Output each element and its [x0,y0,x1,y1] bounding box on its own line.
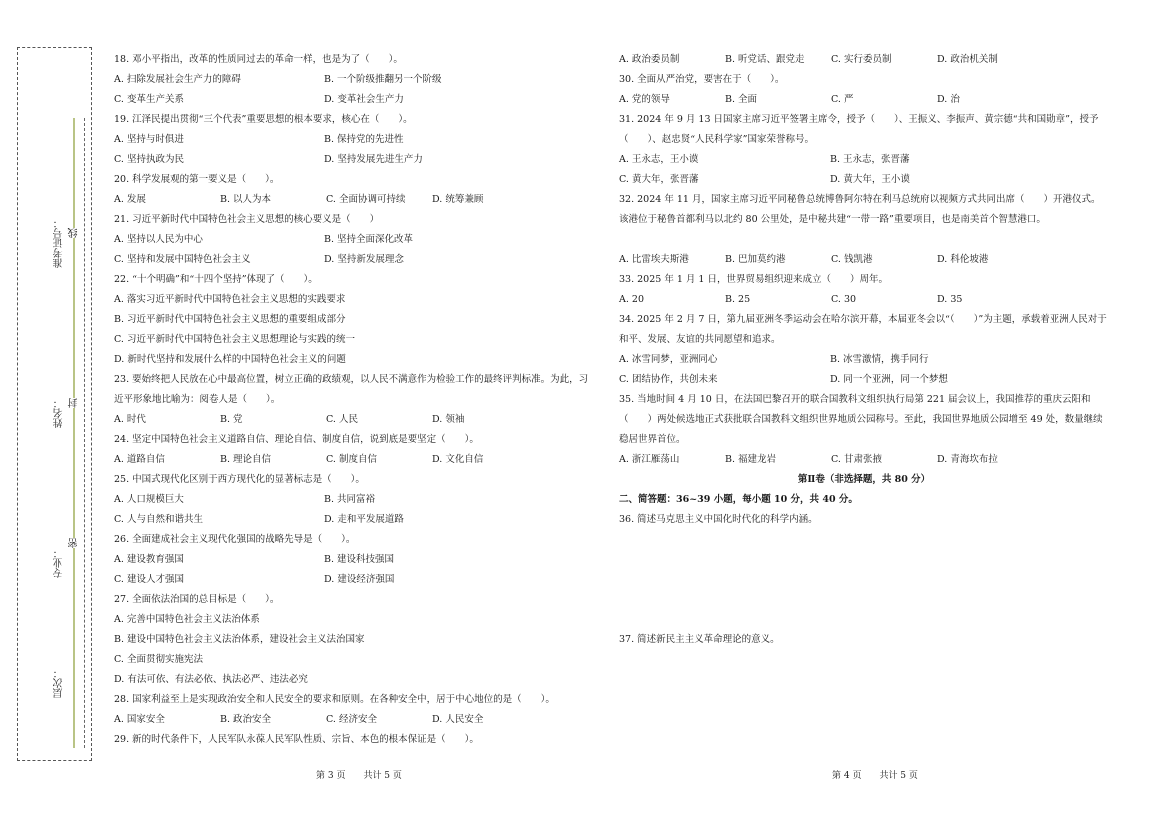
question-text: 31. 2024 年 9 月 13 日国家主席习近平签署主席令，授予（ ）、王振义、李振声、黄宗德“共和国勋章”，授予（ ）、赵忠贤“人民科学家”国家荣誉称号。 [619,114,1099,145]
option-b: D. 变革社会生产力 [324,94,404,105]
question-text: 37. 简述新民主主义革命理论的意义。 [619,634,780,645]
option-b: B. 理论自信 [220,454,272,465]
major-label: 专业： [54,548,65,578]
option-a: A. 政治委员制 [619,54,680,65]
option-a: A. 冰雪同梦，亚洲同心 [619,354,718,365]
option-row [114,230,594,250]
question-text: D. 新时代坚持和发展什么样的中国特色社会主义的问题 [114,354,346,365]
section-heading: 二、简答题：36~39 小题，每小题 10 分，共 40 分。 [619,494,858,505]
option-c: C. 30 [831,294,857,305]
option-a: A. 坚持与时俱进 [114,134,184,145]
question-text: D. 有法可依、有法必依、执法必严、违法必究 [114,674,308,685]
question-text: 30. 全面从严治党，要害在于（ ）。 [619,74,785,85]
question-text: B. 建设中国特色社会主义法治体系，建设社会主义法治国家 [114,634,365,645]
option-d: D. 统筹兼顾 [432,194,484,205]
option-a: A. 浙江雁荡山 [619,454,680,465]
option-row [114,150,594,170]
option-b: D. 坚持新发展理念 [324,254,404,265]
option-d: D. 领袖 [432,414,465,425]
option-d: D. 政治机关制 [937,54,998,65]
option-c: C. 实行委员制 [831,54,892,65]
option-b: B. 听党话、跟党走 [725,54,805,65]
option-row [114,450,594,470]
question-text: 19. 江泽民提出贯彻“三个代表”重要思想的根本要求，核心在（ ）。 [114,114,413,125]
option-row [114,710,594,730]
option-a: A. 人口规模巨大 [114,494,184,505]
option-a: A. 扫除发展社会生产力的障碍 [114,74,241,85]
question-text: 22. “十个明确”和“十四个坚持”体现了（ ）。 [114,274,318,285]
option-row [114,90,594,110]
question-text: 20. 科学发展观的第一要义是（ ）。 [114,174,280,185]
option-c: C. 制度自信 [326,454,377,465]
question-text: 18. 邓小平指出，改革的性质同过去的革命一样，也是为了（ ）。 [114,54,403,65]
question-text: 34. 2025 年 2 月 7 日，第九届亚洲冬季运动会在哈尔滨开幕，本届亚冬会以“（ ）”为主题，承载着亚洲人民对于和平、发展、友谊的共同愿望和追求。 [619,314,1107,345]
option-c: C. 全面协调可持续 [326,194,406,205]
option-a: A. 建设教育强国 [114,554,184,565]
option-row [114,550,594,570]
question-text: 25. 中国式现代化区别于西方现代化的显著标志是（ ）。 [114,474,365,485]
option-b: B. 建设科技强国 [324,554,395,565]
seal-secret-char: 密 [69,538,80,548]
page-footer-left: 第 3 页 共计 5 页 [316,771,402,781]
option-row [619,150,1109,170]
question-text: 32. 2024 年 11 月，国家主席习近平同秘鲁总统博鲁阿尔特在利马总统府以视频方式共同出席（ ）开港仪式。该港位于秘鲁首都利马以北约 80 公里处，是中秘共建“一带一路”重要项目，也是南美首个智慧港口。 [619,194,1101,225]
name-label: 姓名： [54,398,65,428]
option-d: D. 文化自信 [432,454,484,465]
option-b: D. 建设经济强国 [324,574,395,585]
option-c: C. 严 [831,94,854,105]
question-text: 28. 国家利益至上是实现政治安全和人民安全的要求和原则。在各种安全中，居于中心地位的是（ ）。 [114,694,555,705]
option-row [114,70,594,90]
question-text: 26. 全面建成社会主义现代化强国的战略先导是（ ）。 [114,534,356,545]
option-b: B. 福建龙岩 [725,454,777,465]
page-footer-right: 第 4 页 共计 5 页 [832,771,918,781]
question-text: 35. 当地时间 4 月 10 日，在法国巴黎召开的联合国教科文组织执行局第 221 届会议上，我国推荐的重庆云阳和（ ）两处候选地正式获批联合国教科文组织世界地质公园称号。至此，我国世界地质公园增至 49 处，数量继续稳居世界首位。 [619,394,1103,445]
question-text: 21. 习近平新时代中国特色社会主义思想的核心要义是（ ） [114,214,380,225]
option-row [114,490,594,510]
option-b: B. 全面 [725,94,758,105]
option-b: B. 党 [220,414,243,425]
question-text: C. 习近平新时代中国特色社会主义思想理论与实践的统一 [114,334,355,345]
option-a: A. 坚持以人民为中心 [114,234,203,245]
exam-no-label: 准考证号： [54,218,65,268]
question-text: 23. 要始终把人民放在心中最高位置，树立正确的政绩观，以人民不满意作为检验工作的最终评判标准。为此，习近平形象地比喻为：阅卷人是（ ）。 [114,374,589,405]
option-c: C. 钱凯港 [831,254,873,265]
question-text: A. 完善中国特色社会主义法治体系 [114,614,260,625]
option-row [619,250,1109,270]
level-label: 层次： [54,668,65,698]
option-d: D. 科伦坡港 [937,254,989,265]
option-row [619,350,1109,370]
option-a: C. 坚持和发展中国特色社会主义 [114,254,251,265]
option-row [114,410,594,430]
option-a: A. 比雷埃夫斯港 [619,254,689,265]
option-row [114,130,594,150]
option-a: C. 建设人才强国 [114,574,184,585]
right-column [619,50,1109,650]
option-b: B. 王永志，张晋藩 [830,154,910,165]
option-row [114,190,594,210]
option-a: C. 坚持执政为民 [114,154,184,165]
option-a: A. 道路自信 [114,454,165,465]
binding-solid-line [73,118,75,748]
option-a: A. 国家安全 [114,714,165,725]
option-b: D. 同一个亚洲，同一个梦想 [830,374,948,385]
question-text: 33. 2025 年 1 月 1 日，世界贸易组织迎来成立（ ）周年。 [619,274,888,285]
option-b: D. 走和平发展道路 [324,514,404,525]
option-b: B. 冰雪激情，携手同行 [830,354,929,365]
option-row [619,50,1109,70]
option-a: C. 黄大年，张晋藩 [619,174,699,185]
option-b: B. 以人为本 [220,194,272,205]
option-b: B. 共同富裕 [324,494,376,505]
option-b: B. 一个阶级推翻另一个阶级 [324,74,442,85]
option-row [114,250,594,270]
option-d: D. 人民安全 [432,714,484,725]
question-text: C. 全面贯彻实施宪法 [114,654,203,665]
option-c: C. 经济安全 [326,714,377,725]
option-b: B. 25 [725,294,751,305]
binding-margin [17,47,92,761]
question-text: 36. 简述马克思主义中国化时代化的科学内涵。 [619,514,818,525]
option-d: D. 青海坎布拉 [937,454,998,465]
question-text: 29. 新的时代条件下，人民军队永葆人民军队性质、宗旨、本色的根本保证是（ ）。 [114,734,479,745]
section-title: 第Ⅱ卷（非选择题，共 80 分） [797,474,931,485]
question-text: A. 落实习近平新时代中国特色社会主义思想的实践要求 [114,294,346,305]
seal-seal-char: 封 [69,398,80,408]
option-a: A. 时代 [114,414,146,425]
option-b: D. 坚持发展先进生产力 [324,154,423,165]
question-text: 27. 全面依法治国的总目标是（ ）。 [114,594,280,605]
option-a: A. 王永志，王小谟 [619,154,699,165]
binding-dashed-line [84,118,85,748]
option-a: A. 20 [619,294,644,305]
option-b: D. 黄大年，王小谟 [830,174,910,185]
option-d: D. 治 [937,94,960,105]
option-row [114,570,594,590]
left-column [114,50,594,750]
question-text: B. 习近平新时代中国特色社会主义思想的重要组成部分 [114,314,346,325]
option-a: C. 团结协作，共创未来 [619,374,718,385]
option-row [619,370,1109,390]
option-d: D. 35 [937,294,963,305]
option-row [619,290,1109,310]
option-b: B. 政治安全 [220,714,272,725]
option-a: A. 发展 [114,194,146,205]
option-row [619,170,1109,190]
option-a: C. 人与自然和谐共生 [114,514,203,525]
option-a: C. 变革生产关系 [114,94,184,105]
option-b: B. 巴加莫约港 [725,254,786,265]
option-row [619,90,1109,110]
seal-line-char: 线 [69,228,80,238]
option-c: C. 人民 [326,414,358,425]
option-b: B. 保持党的先进性 [324,134,404,145]
option-c: C. 甘肃张掖 [831,454,882,465]
option-row [114,510,594,530]
option-row [619,450,1109,470]
question-text: 24. 坚定中国特色社会主义道路自信、理论自信、制度自信，说到底是要坚定（ ）。 [114,434,479,445]
answer-space [619,530,1109,630]
option-b: B. 坚持全面深化改革 [324,234,414,245]
option-a: A. 党的领导 [619,94,670,105]
